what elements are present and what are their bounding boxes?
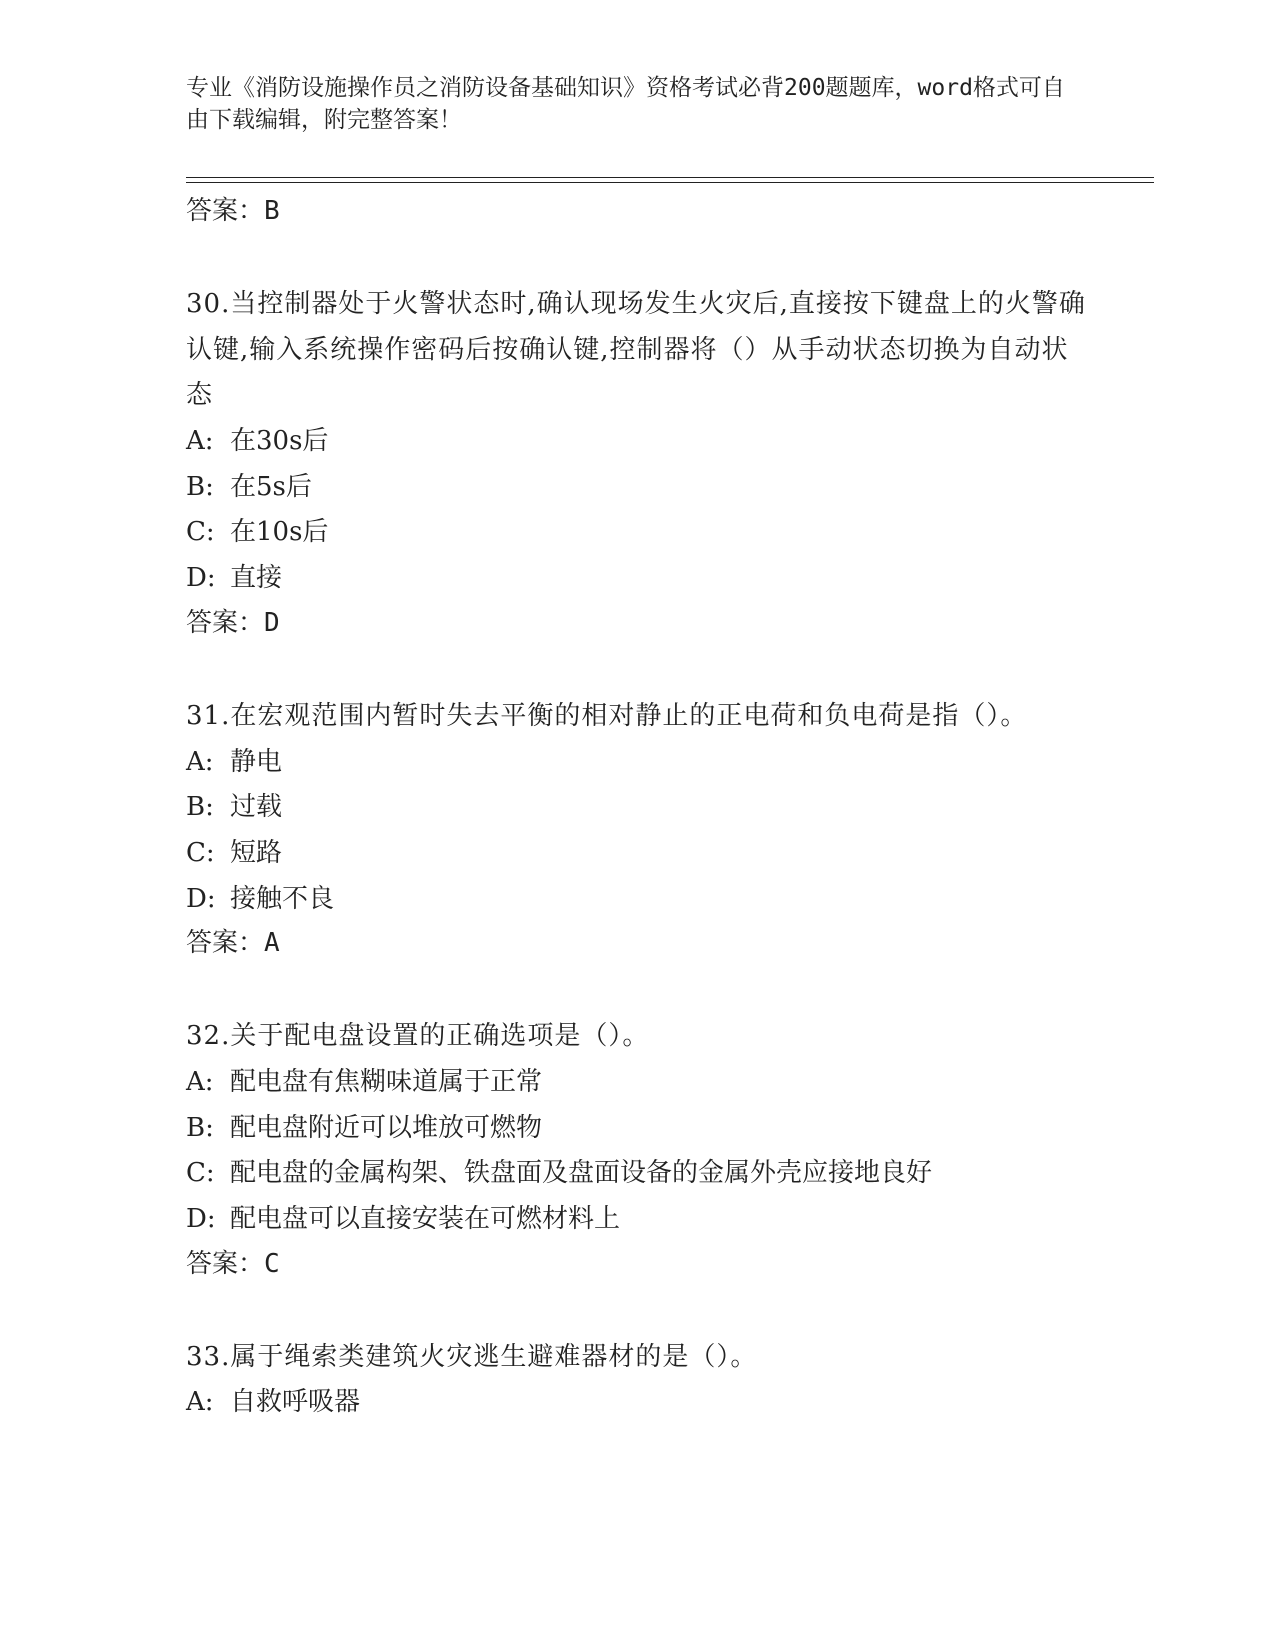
option-text: 接触不良 xyxy=(230,883,335,914)
option-key: D: xyxy=(186,883,216,914)
option-text: 配电盘可以直接安装在可燃材料上 xyxy=(230,1204,621,1235)
option-c xyxy=(186,510,1086,556)
question-stem: 31.在宏观范围内暂时失去平衡的相对静止的正电荷和负电荷是指（）。 xyxy=(186,700,1028,731)
option-key: A: xyxy=(186,1067,214,1098)
header-divider-bottom xyxy=(186,182,1154,183)
option-b xyxy=(186,1106,1086,1152)
option-key: B: xyxy=(186,792,214,823)
option-a xyxy=(186,1380,1086,1426)
option-d xyxy=(186,556,1086,602)
answer-line: 答案：D xyxy=(186,607,280,638)
question-block xyxy=(186,694,1086,964)
option-text: 配电盘的金属构架、铁盘面及盘面设备的金属外壳应接地良好 xyxy=(230,1158,933,1189)
option-key: C: xyxy=(186,1158,215,1189)
option-a xyxy=(186,740,1086,786)
option-key: B: xyxy=(186,1112,214,1143)
answer-line: 答案：B xyxy=(186,196,280,226)
option-text: 过载 xyxy=(230,792,283,823)
question-block xyxy=(186,282,1086,644)
option-text: 短路 xyxy=(230,837,283,868)
option-text: 在5s后 xyxy=(230,471,312,502)
option-c xyxy=(186,1151,1086,1197)
option-text: 配电盘有焦糊味道属于正常 xyxy=(230,1067,543,1098)
option-b xyxy=(186,785,1086,831)
answer-line: 答案：C xyxy=(186,1248,280,1279)
option-c xyxy=(186,831,1086,877)
answer-line: 答案：A xyxy=(186,928,280,959)
option-d xyxy=(186,1197,1086,1243)
option-text: 在30s后 xyxy=(230,426,329,457)
option-key: D: xyxy=(186,1204,216,1235)
option-text: 自救呼吸器 xyxy=(230,1387,361,1418)
question-block xyxy=(186,1014,1086,1284)
option-key: B: xyxy=(186,471,214,502)
option-a xyxy=(186,1060,1086,1106)
option-key: C: xyxy=(186,837,215,868)
option-text: 配电盘附近可以堆放可燃物 xyxy=(230,1112,543,1143)
option-text: 在10s后 xyxy=(230,517,329,548)
option-text: 静电 xyxy=(230,746,283,777)
option-key: C: xyxy=(186,517,215,548)
option-b xyxy=(186,465,1086,511)
option-key: A: xyxy=(186,746,214,777)
document-header: 专业《消防设施操作员之消防设备基础知识》资格考试必背200题题库，word格式可自由下载编辑，附完整答案！ xyxy=(186,75,1065,133)
option-key: A: xyxy=(186,426,214,457)
question-stem: 32.关于配电盘设置的正确选项是（）。 xyxy=(186,1021,650,1052)
option-a xyxy=(186,419,1086,465)
question-list xyxy=(186,190,1086,1426)
option-d xyxy=(186,877,1086,923)
option-key: A: xyxy=(186,1387,214,1418)
header-divider-top xyxy=(186,177,1154,178)
question-block xyxy=(186,1335,1086,1426)
question-stem: 33.属于绳索类建筑火灾逃生避难器材的是（）。 xyxy=(186,1341,758,1372)
option-key: D: xyxy=(186,563,216,594)
option-text: 直接 xyxy=(230,563,283,594)
question-stem: 30.当控制器处于火警状态时,确认现场发生火灾后,直接按下键盘上的火警确认键,输入系统操作密码后按确认键,控制器将（）从手动状态切换为自动状态 xyxy=(186,289,1086,411)
